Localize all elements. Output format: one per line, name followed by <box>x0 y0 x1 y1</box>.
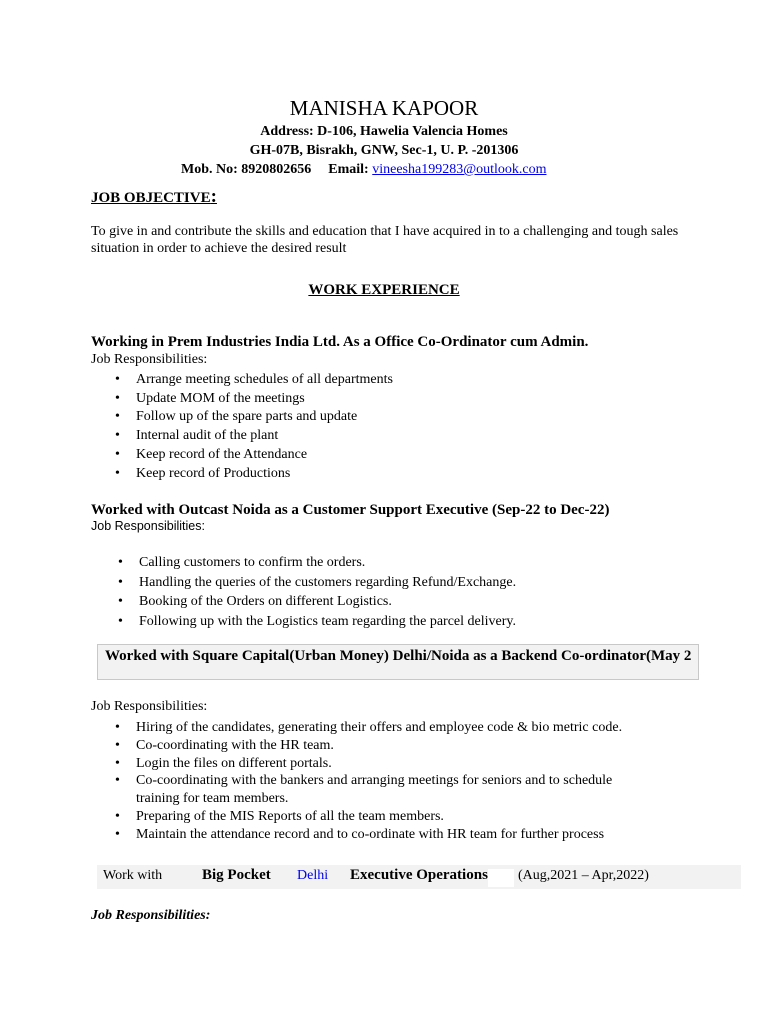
job-3-responsibilities <box>115 719 685 844</box>
job-3-title: Worked with Square Capital(Urban Money) Delhi/Noida as a Backend Co-ordinator(May 2 <box>105 648 692 664</box>
job-4-title-row <box>97 865 741 889</box>
email-link[interactable]: vineesha199283@outlook.com <box>372 162 547 177</box>
job-1-resp-label: Job Responsibilities: <box>91 352 208 367</box>
list-item: • Follow up of the spare parts and update <box>115 408 393 427</box>
job-2-responsibilities <box>118 553 516 631</box>
list-item: • Keep record of the Attendance <box>115 446 393 465</box>
job-4-work-with: Work with <box>103 868 163 883</box>
list-item: • Following up with the Logistics team regarding the parcel delivery. <box>118 612 516 632</box>
job-objective-heading <box>91 186 217 208</box>
job-4-city: Delhi <box>297 868 329 883</box>
contact-line <box>181 162 547 178</box>
list-item: • Booking of the Orders on different Logistics. <box>118 592 516 612</box>
job-4-gap <box>488 869 514 887</box>
objective-text: To give in and contribute the skills and education that I have acquired in to a challenging and tough sales situation in order to achieve the desired result <box>91 224 679 256</box>
candidate-name: MANISHA KAPOOR <box>289 96 479 120</box>
address-line-2: GH-07B, Bisrakh, GNW, Sec-1, U. P. -201306 <box>249 143 519 158</box>
mobile-number: Mob. No: 8920802656 <box>181 162 312 177</box>
work-experience-heading: WORK EXPERIENCE <box>308 282 460 298</box>
job-4-role: Executive Operations <box>350 867 488 883</box>
job-4-period: (Aug,2021 – Apr,2022) <box>518 868 649 883</box>
job-3-title-box <box>97 644 699 680</box>
email-label: Email: <box>328 162 369 177</box>
list-item: • Update MOM of the meetings <box>115 390 393 409</box>
job-2-title: Worked with Outcast Noida as a Customer Support Executive (Sep-22 to Dec-22) <box>91 502 610 518</box>
job-4-company: Big Pocket <box>202 867 271 883</box>
list-item: • Arrange meeting schedules of all departments <box>115 371 393 390</box>
list-item: • Calling customers to confirm the orders. <box>118 553 516 573</box>
list-item: • Co-coordinating with the bankers and arranging meetings for seniors and to schedule training for team members. <box>115 772 646 808</box>
list-item: • Handling the queries of the customers regarding Refund/Exchange. <box>118 573 516 593</box>
list-item: • Maintain the attendance record and to co-ordinate with HR team for further process <box>115 826 685 844</box>
job-4-resp-label: Job Responsibilities: <box>91 908 211 923</box>
job-3-resp-label: Job Responsibilities: <box>91 699 208 714</box>
list-item: • Co-coordinating with the HR team. <box>115 737 685 755</box>
job-1-title: Working in Prem Industries India Ltd. As a Office Co-Ordinator cum Admin. <box>91 334 589 350</box>
list-item: • Internal audit of the plant <box>115 427 393 446</box>
list-item: • Hiring of the candidates, generating their offers and employee code & bio metric code. <box>115 719 685 737</box>
job-objective-heading-text: JOB OBJECTIVE <box>91 190 211 206</box>
list-item: • Keep record of Productions <box>115 465 393 484</box>
job-2-resp-label: Job Responsibilities: <box>91 519 205 533</box>
job-1-responsibilities <box>115 371 393 483</box>
address-line-1: Address: D-106, Hawelia Valencia Homes <box>260 124 508 139</box>
list-item: • Preparing of the MIS Reports of all the team members. <box>115 808 685 826</box>
job-objective-colon: : <box>210 186 217 207</box>
list-item: • Login the files on different portals. <box>115 755 685 773</box>
